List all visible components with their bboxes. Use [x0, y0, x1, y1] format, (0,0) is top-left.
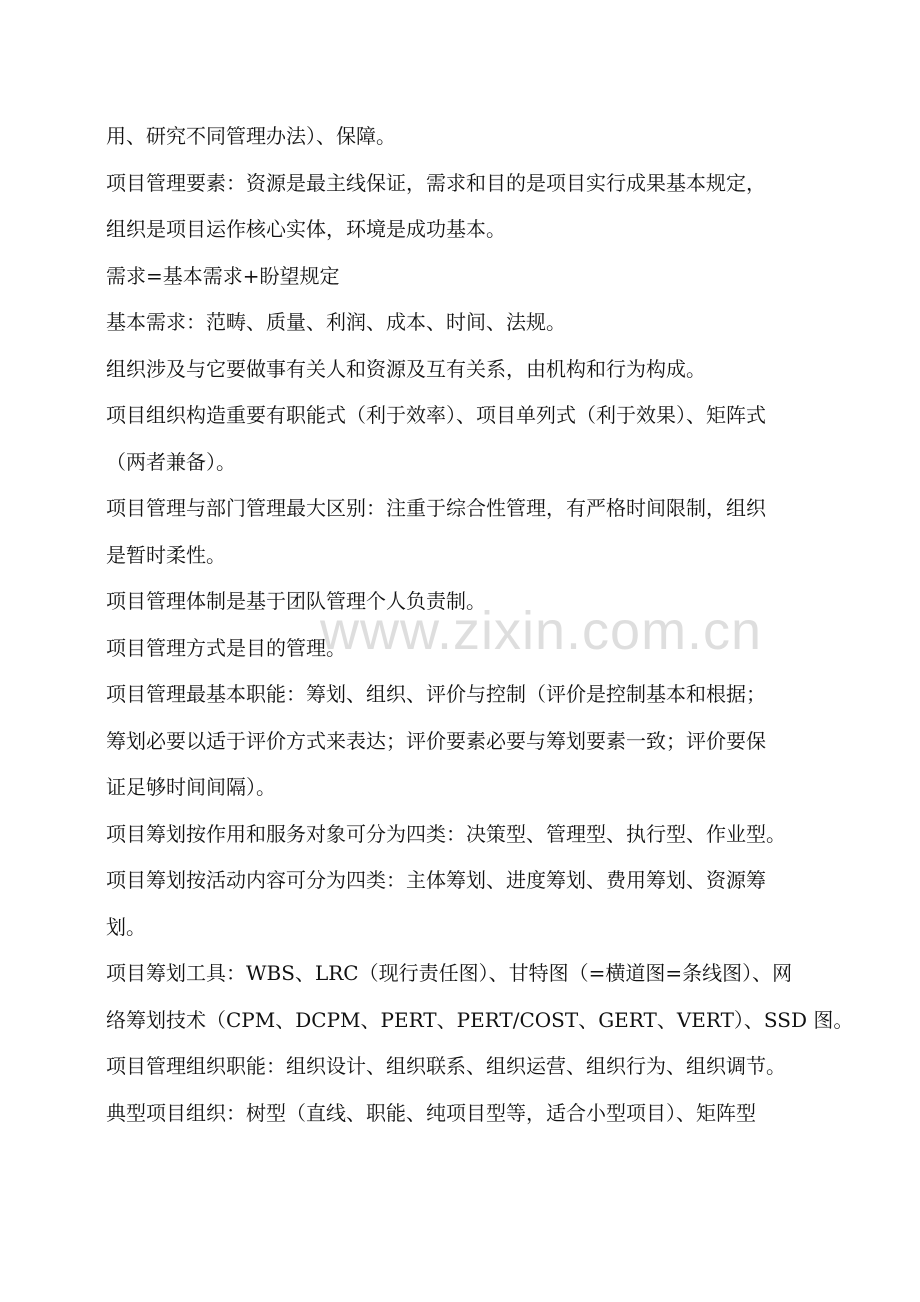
text-line: 项目管理体制是基于团队管理个人负责制。: [106, 589, 486, 613]
text-line: 项目筹划按作用和服务对象可分为四类：决策型、管理型、执行型、作业型。: [106, 821, 786, 846]
text-line: 项目组织构造重要有职能式（利于效率）、项目单列式（利于效果）、矩阵式: [106, 403, 766, 427]
text-line: 典型项目组织：树型（直线、职能、纯项目型等，适合小型项目）、矩阵型: [106, 1100, 756, 1125]
text-line: （两者兼备）。: [106, 449, 236, 474]
text-line: 项目管理与部门管理最大区别：注重于综合性管理，有严格时间限制，组织: [106, 496, 766, 520]
text-line: 证足够时间间隔）。: [106, 775, 276, 799]
text-line: 需求=基本需求+盼望规定: [106, 263, 340, 288]
text-line: 项目筹划按活动内容可分为四类：主体筹划、进度筹划、费用筹划、资源筹: [106, 868, 766, 892]
text-line: 组织是项目运作核心实体，环境是成功基本。: [106, 217, 506, 241]
text-line: 项目管理要素：资源是最主线保证，需求和目的是项目实行成果基本规定，: [106, 170, 766, 195]
text-line: 项目管理最基本职能：筹划、组织、评价与控制（评价是控制基本和根据；: [106, 682, 766, 706]
text-line: 项目管理方式是目的管理。: [106, 635, 346, 660]
document-body: [106, 113, 854, 1136]
text-line: 项目筹划工具：WBS、LRC（现行责任图）、甘特图（=横道图=条线图）、网: [106, 961, 793, 985]
text-line: 筹划必要以适于评价方式来表达；评价要素必要与筹划要素一致；评价要保: [106, 728, 766, 753]
text-line: 是暂时柔性。: [106, 542, 226, 567]
text-line: 项目管理组织职能：组织设计、组织联系、组织运营、组织行为、组织调节。: [106, 1054, 786, 1078]
text-line: 组织涉及与它要做事有关人和资源及互有关系，由机构和行为构成。: [106, 356, 706, 381]
text-line: 络筹划技术（CPM、DCPM、PERT、PERT/COST、GERT、VERT）、SSD 图。: [106, 1007, 854, 1032]
text-line: 划。: [106, 914, 146, 939]
text-line: 基本需求：范畴、质量、利润、成本、时间、法规。: [106, 310, 566, 334]
watermark-text: www.zixin.com.cn: [320, 601, 763, 661]
text-line: 用、研究不同管理办法）、保障。: [106, 124, 396, 148]
